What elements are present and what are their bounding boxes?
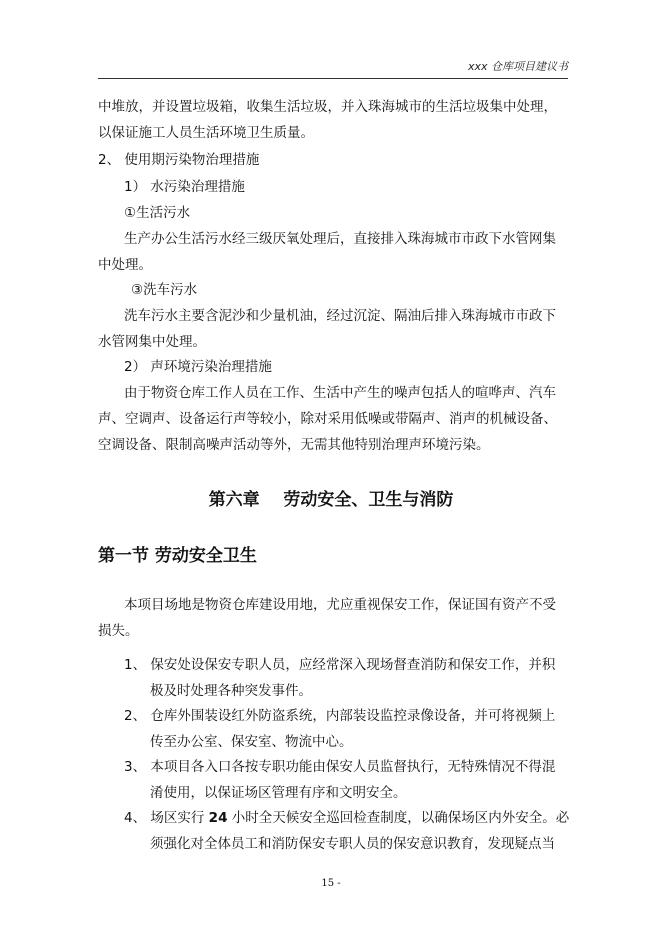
chapter-title: 第六章 劳动安全、卫生与消防 [208, 490, 454, 510]
list-item-4-hours: 24 [208, 810, 228, 826]
paragraph-line: 水管网集中处理。 [98, 334, 206, 350]
list-item-3-cont: 淆使用，以保证场区管理有序和文明安全。 [150, 785, 407, 801]
paragraph-line: 中堆放，并设置垃圾箱，收集生活垃圾，并入珠海城市的生活垃圾集中处理， [98, 99, 557, 115]
paragraph-line: 中处理。 [98, 257, 152, 273]
list-item-2-cont: 传至办公室、保安室、物流中心。 [150, 734, 353, 750]
paragraph-line: 以保证施工人员生活环境卫生质量。 [98, 125, 314, 141]
page-number: 15 - [321, 878, 341, 889]
header-title: xxx 仓库项目建议书 [467, 60, 568, 73]
paragraph-line: 洗车污水主要含泥沙和少量机油，经过沉淀、隔油后排入珠海城市市政下 [124, 308, 556, 324]
list-item-4 [124, 809, 569, 827]
list-item-3: 3、 本项目各入口各按专职功能由保安人员监督执行，无特殊情况不得混 [124, 759, 556, 775]
paragraph-line: 生产办公生活污水经三级厌氧处理后，直接排入珠海城市市政下水管网集 [124, 231, 556, 247]
list-item-4-post: 小时全天候安全巡回检查制度，以确保场区内外安全。必 [227, 810, 570, 826]
subheading-noise-pollution: 2） 声环境污染治理措施 [124, 359, 272, 375]
subheading-domestic-sewage: ①生活污水 [124, 205, 191, 221]
subheading-water-pollution: 1） 水污染治理措施 [124, 179, 245, 195]
paragraph-line: 声、空调声、设备运行声等较小，除对采用低噪或带隔声、消声的机械设备、 [98, 411, 557, 427]
subheading-usage-period: 2、 使用期污染物治理措施 [98, 152, 260, 168]
section-title: 第一节 劳动安全卫生 [98, 546, 257, 566]
subheading-car-wash-sewage: ③洗车污水 [131, 282, 198, 298]
paragraph-line: 损失。 [98, 623, 139, 639]
list-item-2: 2、 仓库外围装设红外防盗系统，内部装设监控录像设备，并可将视频上 [124, 708, 556, 724]
page-header [98, 60, 568, 79]
paragraph-line: 由于物资仓库工作人员在工作、生活中产生的噪声包括人的喧哗声、汽车 [124, 385, 556, 401]
list-item-1: 1、 保安处设保安专职人员，应经常深入现场督查消防和保安工作，并积 [124, 657, 556, 673]
list-item-4-cont: 须强化对全体员工和消防保安专职人员的保安意识教育，发现疑点当 [150, 836, 555, 852]
list-item-4-pre: 4、 场区实行 [124, 810, 209, 826]
list-item-1-cont: 极及时处理各种突发事件。 [150, 683, 312, 699]
paragraph-line: 空调设备、限制高噪声活动等外，无需其他特别治理声环境污染。 [98, 437, 490, 453]
paragraph-line: 本项目场地是物资仓库建设用地，尤应重视保安工作，保证国有资产不受 [124, 597, 556, 613]
